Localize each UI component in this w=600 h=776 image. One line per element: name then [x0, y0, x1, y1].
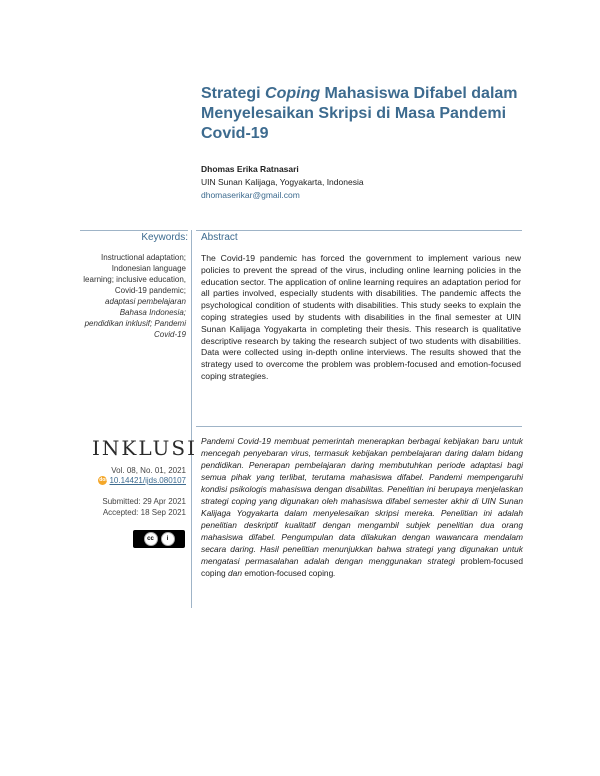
- abstrak-c: dan: [225, 568, 245, 578]
- abstract-rule: [196, 230, 522, 231]
- title-post: Mahasiswa Difabel dalam Menyelesaikan Skripsi di Masa Pandemi Covid-19: [201, 85, 518, 142]
- keywords-indonesian: adaptasi pembelajaran Bahasa Indonesia; pendidikan inklusif; Pandemi Covid-19: [84, 297, 186, 339]
- title-pre: Strategi: [201, 85, 266, 102]
- cc-icon: cc: [144, 532, 158, 546]
- abstract-text: The Covid-19 pandemic has forced the government to implement various new policies to prevent the spread of the virus, including online learning policies in the education sector. The application of online learning requires an adaptation period for all parties involved, especially students with disabilities. The pandemic affects the psychological condition of students with disabilities. This study seeks to explain the coping strategies used by students with disabilities in the final semester at UIN Sunan Kalijaga Yogyakarta in completing their thesis. This research is qualitative descriptive research by taking the research subject of two students with disabilities. Data were collected using in-depth online interviews. The results showed that the strategy used to overcome the problem was problem-focused and emotion-focused coping strategies.: [201, 253, 521, 381]
- author-name: Dhomas Erika Ratnasari: [201, 164, 299, 174]
- cc-license-badge[interactable]: [133, 530, 185, 548]
- abstrak-text: [201, 435, 523, 579]
- abstrak-b: problem-focused coping: [201, 556, 523, 578]
- author-email[interactable]: dhomaserikar@gmail.com: [201, 190, 300, 200]
- abstrak-e: .: [333, 568, 336, 578]
- by-icon: i: [161, 532, 175, 546]
- author-affiliation: UIN Sunan Kalijaga, Yogyakarta, Indonesia: [201, 177, 364, 187]
- abstrak-a: Pandemi Covid-19 membuat pemerintah menerapkan berbagai kebijakan baru untuk mencegah penyebaran virus, termasuk kebijakan pembelajaran daring dalam bidang pendidikan. Penerapan pembelajaran daring membutuhkan periode adaptasi bagi semua pihak yang terlibat, terutama mahasiswa difabel. Pandemi mempengaruhi kondisi psikologis mahasiswa dengan disabilitas. Penelitian ini berupaya menjelaskan strategi coping yang digunakan oleh mahasiswa difabel semester akhir di UIN Sunan Kalijaga Yogyakarta dalam menyelesaikan skripsi mereka. Penelitian ini adalah penelitian deskriptif kualitatif dengan mengambil subjek penelitian dua orang mahasiswa difabel. Pengumpulan data dilakukan dengan wawancara mendalam secara daring. Hasil penelitian menunjukkan bahwa strategi yang digunakan untuk mengatasi permasalahan adalah dengan menggunakan strategi: [201, 436, 523, 566]
- journal-logo-text: INKLUSI: [92, 436, 197, 460]
- keywords-list: [80, 252, 186, 340]
- doi-icon: doi: [99, 477, 107, 484]
- journal-logo: [92, 434, 197, 462]
- journal-volume: Vol. 08, No. 01, 2021: [111, 466, 186, 475]
- keywords-english: Instructional adaptation; Indonesian language learning; inclusive education, Covid-19 pandemic;: [83, 253, 186, 295]
- abstract-heading: Abstract: [201, 232, 238, 243]
- keywords-rule: [80, 230, 188, 231]
- author-block: [201, 163, 364, 202]
- abstrak-rule: [196, 426, 522, 427]
- abstrak-d: emotion-focused coping: [244, 568, 334, 578]
- keywords-heading: Keywords:: [141, 232, 188, 243]
- doi-link[interactable]: 10.14421/ijds.080107: [109, 476, 186, 485]
- title-italic: Coping: [265, 85, 321, 102]
- column-divider: [191, 230, 192, 608]
- doi-row: [80, 475, 186, 486]
- accepted-date: Accepted: 18 Sep 2021: [102, 508, 186, 517]
- article-title: [201, 84, 531, 144]
- submitted-date: Submitted: 29 Apr 2021: [102, 497, 186, 506]
